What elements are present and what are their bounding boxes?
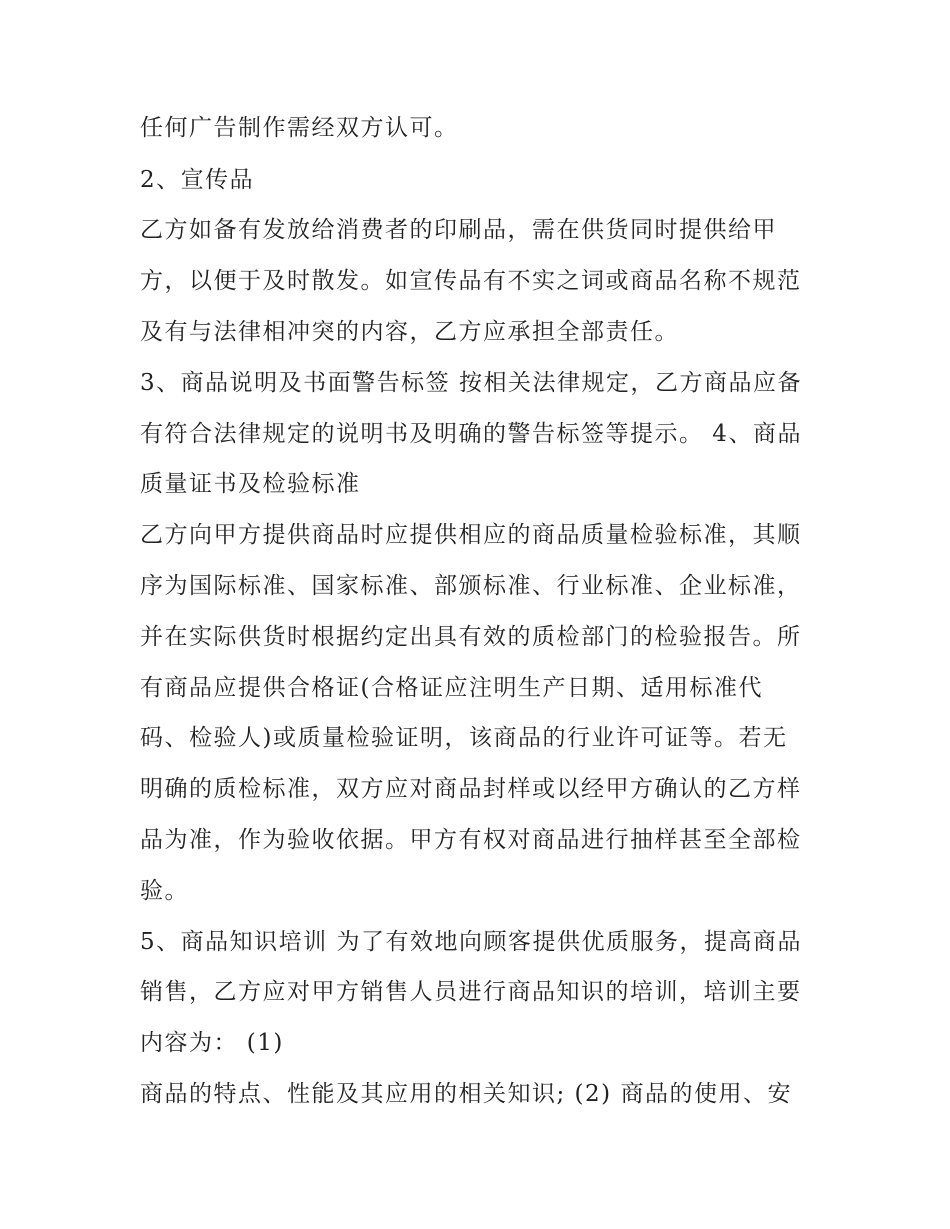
text-line: 明确的质检标准，双方应对商品封样或以经甲方确认的乙方样: [140, 776, 802, 802]
text-line: 质量证书及检验标准: [140, 471, 361, 497]
text-line: 有商品应提供合格证(合格证应注明生产日期、适用标准代: [140, 675, 763, 701]
section-heading: 5、商品知识培训 为了有效地向顾客提供优质服务，提高商品: [140, 929, 802, 955]
text-line: 乙方如备有发放给消费者的印刷品，需在供货同时提供给甲: [140, 217, 777, 243]
text-line: 码、检验人)或质量检验证明，该商品的行业许可证等。若无: [140, 725, 788, 751]
text-line: 商品的特点、性能及其应用的相关知识; (2) 商品的使用、安: [140, 1081, 792, 1107]
text-line: 验。: [140, 878, 189, 904]
text-line: 有符合法律规定的说明书及明确的警告标签等提示。 4、商品: [140, 421, 802, 447]
text-line: 乙方向甲方提供商品时应提供相应的商品质量检验标准，其顺: [140, 522, 802, 548]
text-line: 方，以便于及时散发。如宣传品有不实之词或商品名称不规范: [140, 268, 802, 294]
text-line: 并在实际供货时根据约定出具有效的质检部门的检验报告。所: [140, 624, 802, 650]
text-line: 品为准，作为验收依据。甲方有权对商品进行抽样甚至全部检: [140, 827, 802, 853]
text-line: 销售，乙方应对甲方销售人员进行商品知识的培训，培训主要: [140, 979, 802, 1005]
text-line: 内容为： (1): [140, 1030, 284, 1056]
section-heading: 2、宣传品: [140, 167, 255, 193]
text-line: 序为国际标准、国家标准、部颁标准、行业标准、企业标准，: [140, 573, 802, 599]
text-line: 任何广告制作需经双方认可。: [140, 115, 459, 141]
text-line: 及有与法律相冲突的内容，乙方应承担全部责任。: [140, 319, 679, 345]
section-heading: 3、商品说明及书面警告标签 按相关法律规定，乙方商品应备: [140, 370, 802, 396]
